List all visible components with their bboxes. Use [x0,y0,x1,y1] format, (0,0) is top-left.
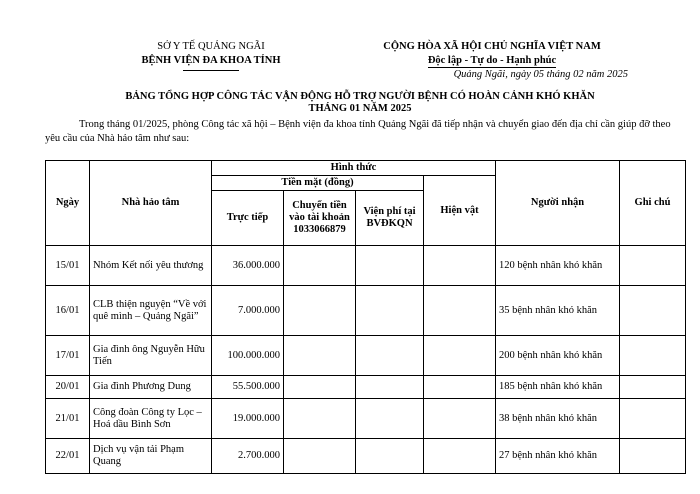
table-row [46,376,686,399]
cell-recipient: 27 bệnh nhân khó khăn [496,439,620,474]
cell-recipient: 185 bệnh nhân khó khăn [496,376,620,399]
cell-recipient: 200 bệnh nhân khó khăn [496,336,620,376]
cell-fee [356,246,424,286]
cell-in-kind [424,376,496,399]
table-row [46,246,686,286]
cell-direct: 36.000.000 [212,246,284,286]
intro-paragraph: Trong tháng 01/2025, phòng Công tác xã hội – Bệnh viện đa khoa tỉnh Quảng Ngãi đã tiếp nhận và chuyển giao đến địa chỉ cần giúp đỡ theo yêu cầu của Nhà hảo tâm như sau: [45,119,671,144]
national-header [350,40,634,82]
issuer-header [126,40,296,71]
title-line-1: BẢNG TỔNG HỢP CÔNG TÁC VẬN ĐỘNG HỖ TRỢ NGƯỜI BỆNH CÓ HOÀN CẢNH KHÓ KHĂN [125,91,595,102]
ministry-name: SỞ Y TẾ QUẢNG NGÃI [157,41,265,52]
cell-date: 20/01 [46,376,90,399]
cell-fee [356,399,424,439]
cell-date: 17/01 [46,336,90,376]
cell-transfer [284,439,356,474]
cell-note [620,336,686,376]
cell-in-kind [424,246,496,286]
cell-in-kind [424,336,496,376]
cell-fee [356,286,424,336]
table-row [46,439,686,474]
cell-donor: Gia đình Phương Dung [90,376,212,399]
document-title [40,91,680,115]
cell-fee [356,376,424,399]
national-motto: Độc lập - Tự do - Hạnh phúc [427,55,557,66]
cell-in-kind [424,286,496,336]
cell-direct: 7.000.000 [212,286,284,336]
cell-fee [356,439,424,474]
cell-recipient: 35 bệnh nhân khó khăn [496,286,620,336]
cell-note [620,399,686,439]
cell-in-kind [424,439,496,474]
table-row [46,286,686,336]
cell-date: 15/01 [46,246,90,286]
col-header-fee: Viện phí tại BVĐKQN [356,191,424,246]
cell-transfer [284,286,356,336]
cell-donor: Công đoàn Công ty Lọc – Hoá dầu Bình Sơn [90,399,212,439]
cell-transfer [284,376,356,399]
republic-name: CỘNG HÒA XÃ HỘI CHỦ NGHĨA VIỆT NAM [383,41,601,52]
cell-transfer [284,246,356,286]
col-header-note: Ghi chú [620,161,686,246]
cell-note [620,286,686,336]
cell-in-kind [424,399,496,439]
cell-recipient: 120 bệnh nhân khó khăn [496,246,620,286]
cell-direct: 2.700.000 [212,439,284,474]
cell-transfer [284,336,356,376]
header-underline [183,70,239,71]
col-header-transfer: Chuyển tiền vào tài khoản 1033066879 [284,191,356,246]
col-header-form: Hình thức [212,161,496,176]
cell-donor: Nhóm Kết nối yêu thương [90,246,212,286]
cell-date: 16/01 [46,286,90,336]
cell-fee [356,336,424,376]
col-header-date: Ngày [46,161,90,246]
col-header-in-kind: Hiện vật [424,176,496,246]
header-row-1 [46,161,686,176]
col-header-cash: Tiền mặt (đồng) [212,176,424,191]
cell-date: 22/01 [46,439,90,474]
cell-note [620,439,686,474]
cell-note [620,376,686,399]
cell-date: 21/01 [46,399,90,439]
cell-direct: 55.500.000 [212,376,284,399]
title-line-2: THÁNG 01 NĂM 2025 [308,103,412,114]
cell-direct: 19.000.000 [212,399,284,439]
cell-transfer [284,399,356,439]
col-header-donor: Nhà hảo tâm [90,161,212,246]
col-header-recipient: Người nhận [496,161,620,246]
table-row [46,399,686,439]
cell-donor: CLB thiện nguyện “Về với quê mình – Quảng Ngãi” [90,286,212,336]
hospital-name: BỆNH VIỆN ĐA KHOA TỈNH [141,55,281,66]
col-header-direct: Trực tiếp [212,191,284,246]
cell-note [620,246,686,286]
place-date: Quảng Ngãi, ngày 05 tháng 02 năm 2025 [453,69,628,80]
cell-donor: Dịch vụ vận tải Phạm Quang [90,439,212,474]
cell-direct: 100.000.000 [212,336,284,376]
cell-recipient: 38 bệnh nhân khó khăn [496,399,620,439]
donation-table [45,160,686,474]
cell-donor: Gia đình ông Nguyễn Hữu Tiến [90,336,212,376]
table-row [46,336,686,376]
